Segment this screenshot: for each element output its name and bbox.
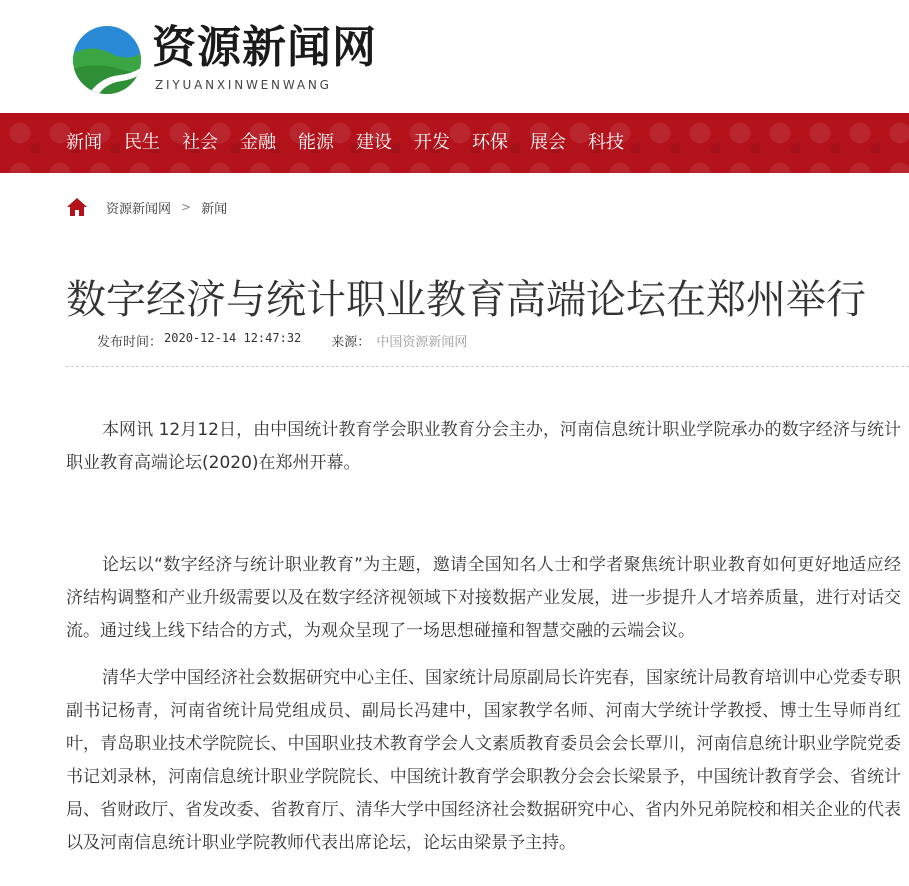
breadcrumb-home-link[interactable]: 资源新闻网 [106, 201, 172, 217]
site-header [0, 0, 909, 113]
nav-item-energy[interactable]: 能源 [298, 132, 334, 153]
source-label: 来源： [331, 335, 371, 350]
nav-item-construction[interactable]: 建设 [356, 132, 392, 153]
nav-item-environment[interactable]: 环保 [472, 132, 508, 153]
nav-item-exhibition[interactable]: 展会 [530, 132, 566, 153]
nav-item-development[interactable]: 开发 [414, 132, 450, 153]
breadcrumb-separator: > [181, 200, 192, 214]
nav-item-finance[interactable]: 金融 [240, 132, 276, 153]
publish-time-label: 发布时间： [97, 335, 163, 350]
main-nav [0, 113, 909, 173]
breadcrumb-current[interactable]: 新闻 [201, 201, 228, 217]
nav-item-news[interactable]: 新闻 [66, 132, 102, 153]
article-paragraph: 论坛以“数字经济与统计职业教育”为主题，邀请全国知名人士和学者聚焦统计职业教育如何更好地适应经济结构调整和产业升级需要以及在数字经济视领域下对接数据产业发展，进一步提升人才培养质量，进行对话交流。通过线上线下结合的方式，为观众呈现了一场思想碰撞和智慧交融的云端会议。 [66, 555, 901, 641]
nav-item-society[interactable]: 社会 [182, 132, 218, 153]
site-name[interactable]: 资源新闻网 [152, 22, 377, 73]
article-meta [97, 331, 467, 350]
nav-item-technology[interactable]: 科技 [588, 132, 624, 153]
breadcrumb [66, 196, 227, 218]
article-title: 数字经济与统计职业教育高端论坛在郑州举行 [66, 276, 866, 323]
home-icon[interactable] [66, 197, 88, 217]
meta-divider [66, 366, 909, 367]
publish-time: 2020-12-14 12:47:32 [164, 331, 302, 345]
article-paragraph: 本网讯 12月12日，由中国统计教育学会职业教育分会主办，河南信息统计职业学院承办的数字经济与统计职业教育高端论坛(2020)在郑州开幕。 [66, 420, 901, 473]
site-logo-icon[interactable] [70, 25, 144, 95]
nav-item-livelihood[interactable]: 民生 [124, 132, 160, 153]
article-body [66, 414, 901, 860]
source-name: 中国资源新闻网 [376, 335, 468, 350]
site-name-pinyin: ZIYUANXINWENWANG [155, 78, 332, 92]
article-paragraph: 清华大学中国经济社会数据研究中心主任、国家统计局原副局长许宪春，国家统计局教育培训中心党委专职副书记杨青，河南省统计局党组成员、副局长冯建中，国家教学名师、河南大学统计学教授、博士生导师肖红叶，青岛职业技术学院院长、中国职业技术教育学会人文素质教育委员会会长覃川，河南信息统计职业学院党委书记刘录林，河南信息统计职业学院院长、中国统计教育学会职教分会会长梁景予，中国统计教育学会、省统计局、省财政厅、省发改委、省教育厅、清华大学中国经济社会数据研究中心、省内外兄弟院校和相关企业的代表以及河南信息统计职业学院教师代表出席论坛，论坛由梁景予主持。 [66, 668, 901, 853]
